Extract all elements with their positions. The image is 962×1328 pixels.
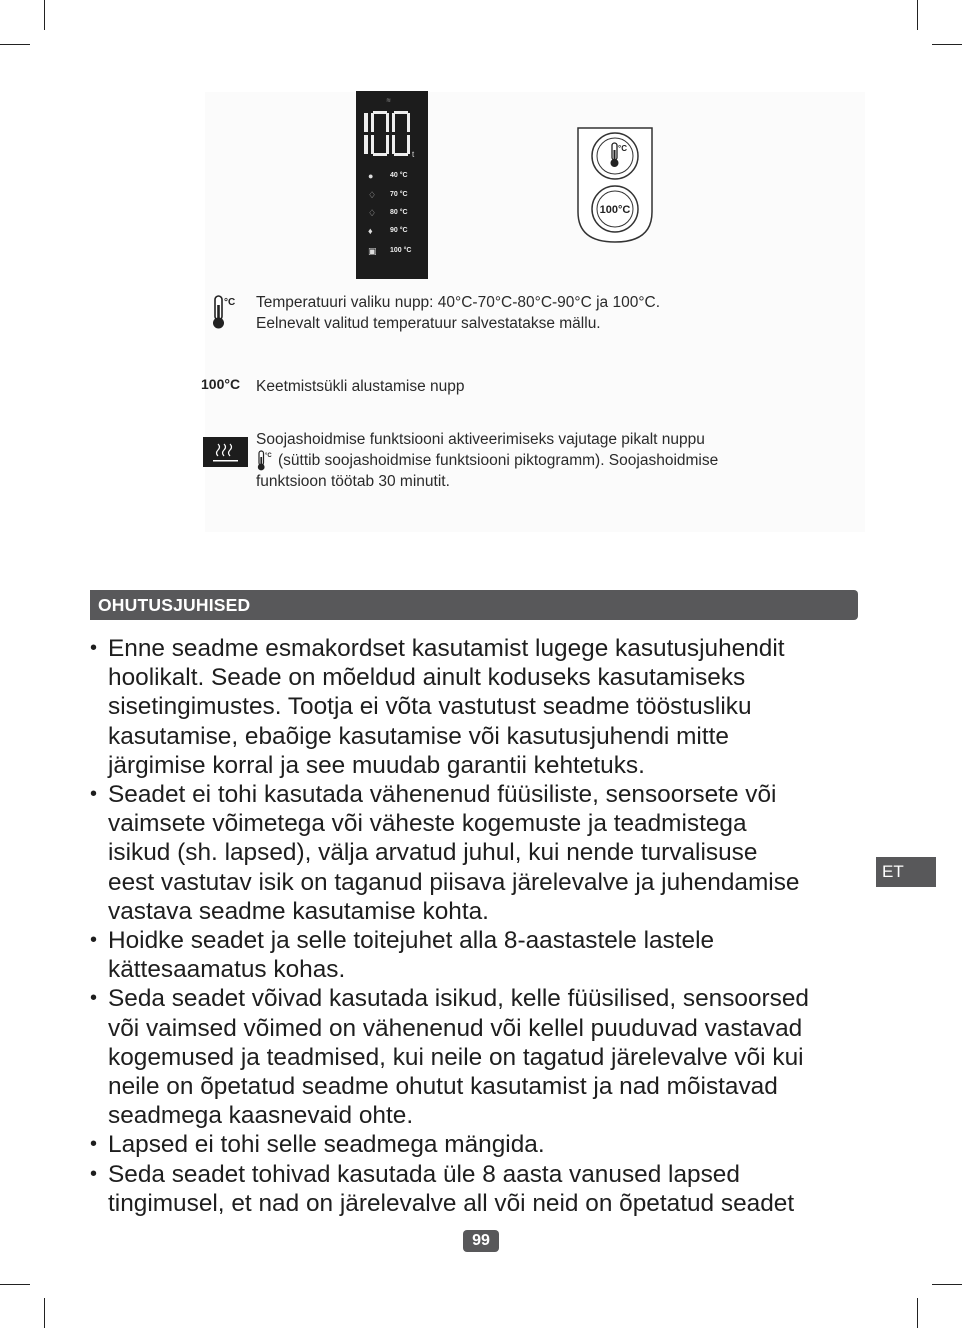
list-item: • Seda seadet võivad kasutada isikud, kelle füüsilised, sensoorsed või vaimsed võimed on vähenenud või kellel puuduvad vastavad kogemused ja teadmised, kui neile on tagatud järelevalve või kui neile on õpetatud seadme ohutut kasutamist ja nad mõistavad seadmega kaasnevaid ohte. <box>90 984 850 1130</box>
display-row: ● 40 °C <box>368 171 408 181</box>
list-item: • Hoidke seadet ja selle toitejuhet alla 8-aastastele lastele kättesaamatus kohas. <box>90 926 850 984</box>
list-item: • Seadet ei tohi kasutada vähenenud füüsiliste, sensoorsete või vaimsete võimetega või väheste kogemuste ja teadmistega isikud (sh. lapsed), välja arvatud juhul, kui nende turvalisuse eest vastutav isik on taganud piisava järelevalve ja juhendamise vastava seadme kasutamise kohta. <box>90 780 850 926</box>
control-panel <box>575 127 655 244</box>
thermometer-icon <box>256 450 276 472</box>
section-header <box>90 590 858 620</box>
thermometer-icon <box>210 293 242 331</box>
safety-instructions-list <box>90 634 850 1218</box>
keep-warm-line-2-wrap <box>256 450 718 471</box>
temp-icon-symbol: °C <box>224 297 236 308</box>
display-row: ♦ 90 °C <box>368 226 408 236</box>
display-digits <box>362 111 414 157</box>
kettle-icon: ▣ <box>368 246 377 256</box>
language-tab <box>876 857 936 887</box>
drop-icon: ● <box>368 171 374 181</box>
boil-button-description: Keetmistsükli alustamise nupp <box>256 378 465 395</box>
crop-mark <box>932 44 962 45</box>
boil-symbol: 100°C <box>201 376 241 392</box>
display-row: ▣ 100 °C <box>368 246 412 256</box>
display-unit-symbol: t <box>412 150 415 159</box>
kettle-display <box>356 91 428 279</box>
leaf-outline-icon: ♢ <box>368 208 377 218</box>
list-item: • Enne seadme esmakordset kasutamist lugege kasutusjuhendit hoolikalt. Seade on mõeldud ainult koduseks kasutamiseks sisetingimustes. Tootja ei võta vastutust seadme tööstusliku kasutamise, ebaõige kasutamise või kasutusjuhendi mitte järgimise korral ja see muudab garantii kehtetuks. <box>90 634 850 780</box>
crop-mark <box>0 1284 30 1285</box>
temp-icon-symbol: °C <box>265 453 272 459</box>
temp-button-description <box>256 292 660 334</box>
keep-warm-line-1: Soojashoidmise funktsiooni aktiveerimiseks vajutage pikalt nuppu <box>256 431 705 448</box>
temp-line-1: Temperatuuri valiku nupp: 40°C-70°C-80°C-90°C ja 100°C. <box>256 294 661 311</box>
temp-line-2: Eelnevalt valitud temperatuur salvestatakse mällu. <box>256 315 601 332</box>
language-code: ET <box>882 862 904 881</box>
display-row: ♢ 80 °C <box>368 208 408 218</box>
crop-mark <box>932 1284 962 1285</box>
page-number: 99 <box>463 1230 499 1252</box>
leaf-icon: ♦ <box>368 226 373 236</box>
crop-mark <box>917 1298 918 1328</box>
temp-button-symbol: °C <box>618 144 627 153</box>
section-title: OHUTUSJUHISED <box>98 595 251 615</box>
steam-icon: ≋ <box>386 98 392 104</box>
crop-mark <box>0 44 30 45</box>
boil-button-label: 100°C <box>599 204 631 216</box>
leaf-outline-icon: ♢ <box>368 190 377 200</box>
crop-mark <box>44 0 45 30</box>
crop-mark <box>917 0 918 30</box>
crop-mark <box>44 1298 45 1328</box>
keep-warm-description <box>256 429 718 492</box>
list-item: • Lapsed ei tohi selle seadmega mängida. <box>90 1130 850 1159</box>
keep-warm-line-2: (süttib soojashoidmise funktsiooni piktogramm). Soojashoidmise <box>278 452 719 469</box>
display-row: ♢ 70 °C <box>368 190 408 200</box>
keep-warm-line-3: funktsioon töötab 30 minutit. <box>256 473 450 490</box>
list-item: • Seda seadet tohivad kasutada üle 8 aasta vanused lapsed tingimusel, et nad on järelevalve all või neid on õpetatud seadet <box>90 1160 850 1218</box>
keep-warm-icon <box>203 437 248 467</box>
